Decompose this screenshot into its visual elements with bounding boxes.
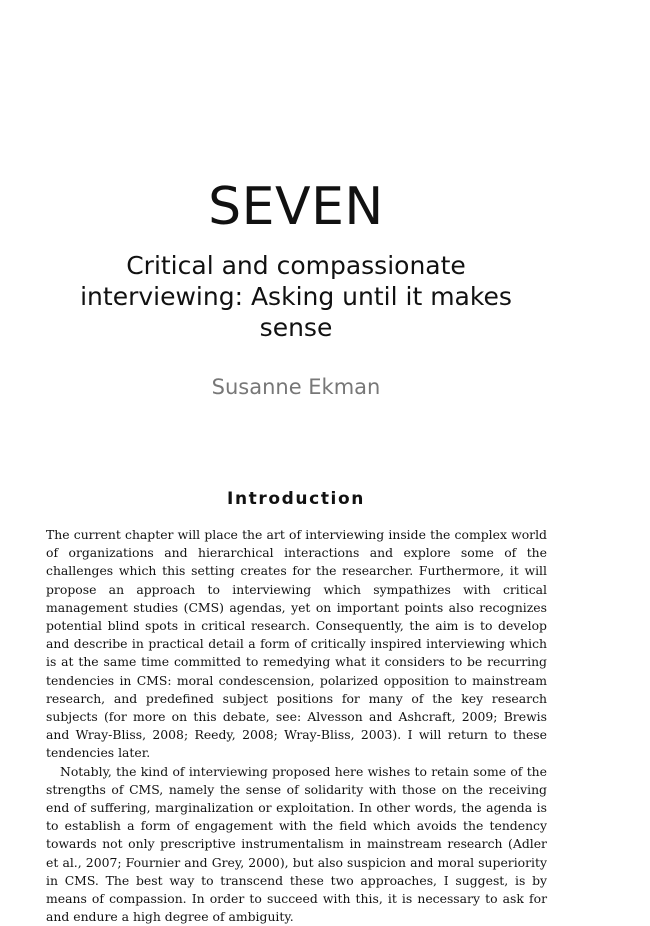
chapter-number: SEVEN — [208, 177, 384, 237]
section-heading: Introduction — [227, 489, 365, 509]
chapter-title: Critical and compassionate interviewing: Asking until it makes sense — [80, 251, 512, 342]
body-text — [46, 526, 547, 926]
paragraph: The current chapter will place the art of interviewing inside the complex world of organizations and hierarchical interactions and explore some of the challenges which this setting creates for the researcher. Furthermore, it will propose an approach to interviewing which sympathizes with critical management studies (CMS) agendas, yet on important points also recognizes potential blind spots in critical research. Consequently, the aim is to develop and describe in practical detail a form of critically inspired interviewing which is at the same time committed to remedying what it considers to be recurring tendencies in CMS: moral condescension, polarized opposition to mainstream research, and predefined subject positions for many of the key research subjects (for more on this debate, see: Alvesson and Ashcraft, 2009; Brewis and Wray-Bliss, 2008; Reedy, 2008; Wray-Bliss, 2003). I will return to these tendencies later. — [46, 527, 547, 761]
chapter-author: Susanne Ekman — [211, 375, 381, 399]
paragraph: Notably, the kind of interviewing proposed here wishes to retain some of the strengths of CMS, namely the sense of solidarity with those on the receiving end of suffering, marginalization or exploitation. In other words, the agenda is to establish a form of engagement with the field which avoids the tendency towards not only prescriptive instrumentalism in mainstream research (Adler et al., 2007; Fournier and Grey, 2000), but also suspicion and moral superiority in CMS. The best way to transcend these two approaches, I suggest, is by means of compassion. In order to succeed with this, it is necessary to ask for and endure a high degree of ambiguity. — [46, 763, 547, 925]
